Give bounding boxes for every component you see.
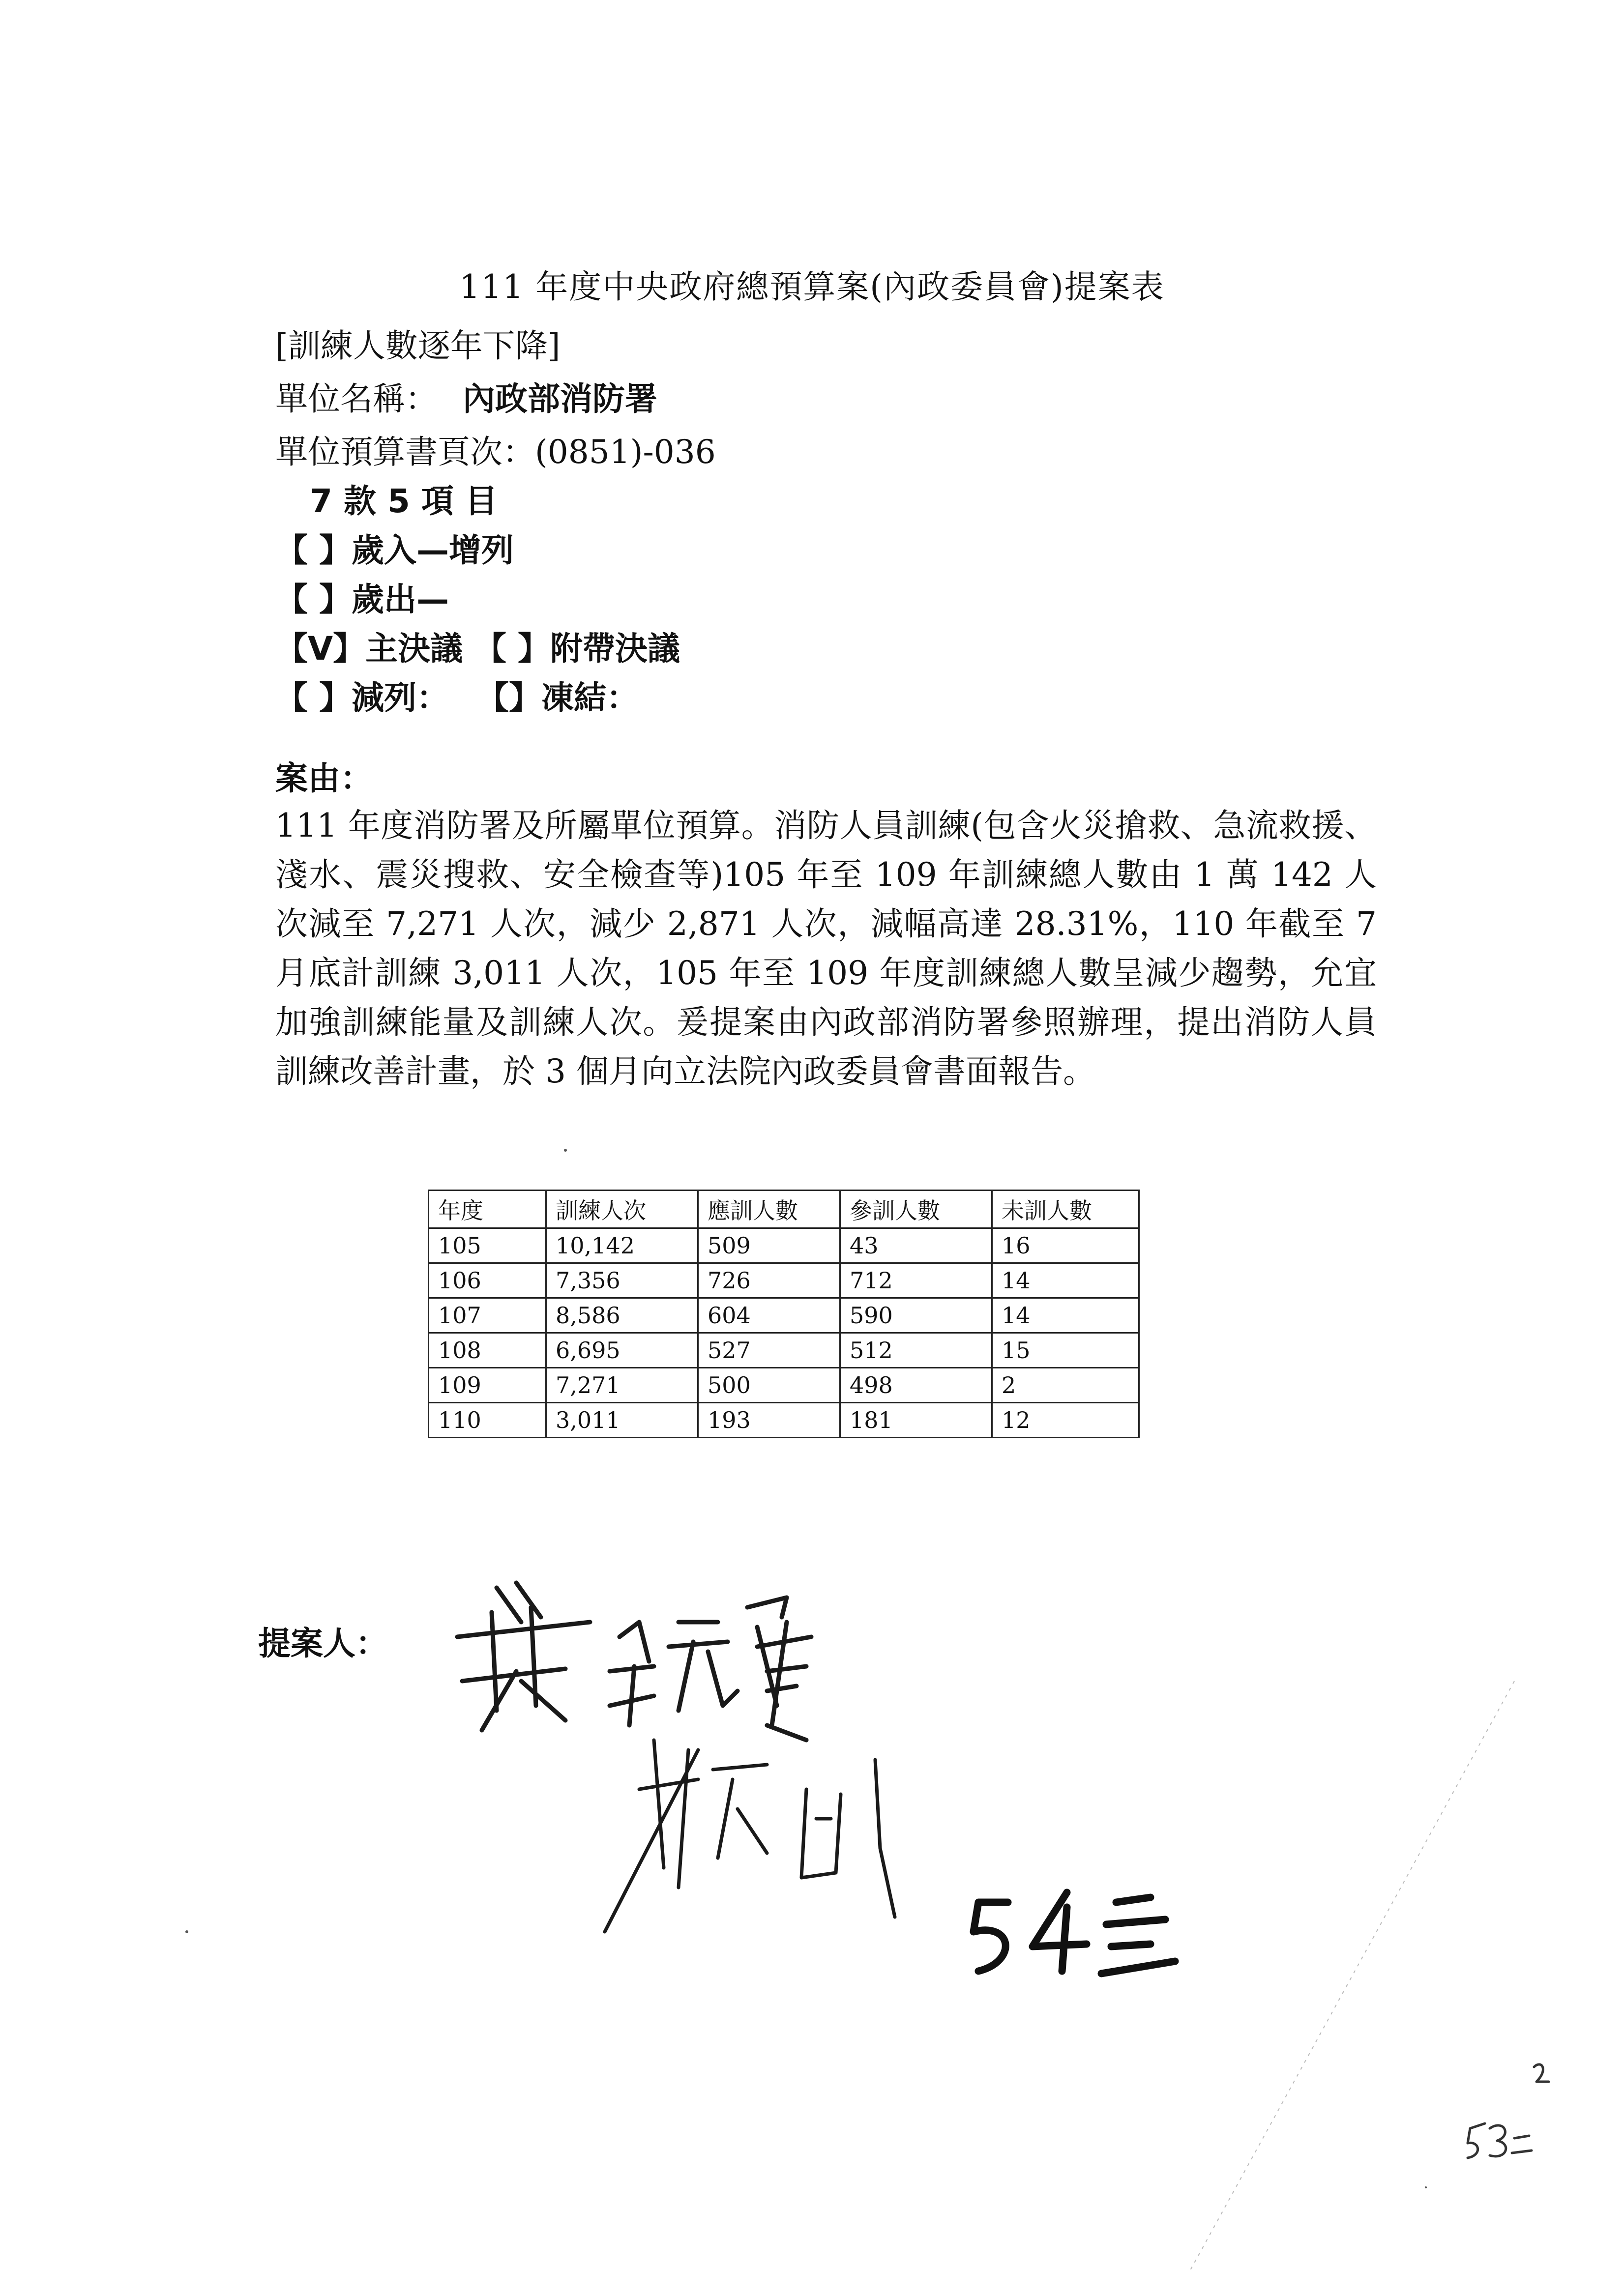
table-cell: 3,011 bbox=[546, 1403, 698, 1438]
table-cell: 15 bbox=[992, 1333, 1139, 1368]
number-annotation-corner bbox=[1468, 2064, 1549, 2158]
table-cell: 181 bbox=[840, 1403, 992, 1438]
table-cell: 7,271 bbox=[546, 1368, 698, 1403]
table-cell: 7,356 bbox=[546, 1263, 698, 1298]
table-cell: 498 bbox=[840, 1368, 992, 1403]
col-header-training-count: 訓練人次 bbox=[546, 1191, 698, 1228]
table-cell: 193 bbox=[698, 1403, 840, 1438]
table-cell: 8,586 bbox=[546, 1298, 698, 1333]
table-cell: 712 bbox=[840, 1263, 992, 1298]
table-cell: 604 bbox=[698, 1298, 840, 1333]
table-cell: 10,142 bbox=[546, 1228, 698, 1263]
table-cell: 105 bbox=[429, 1228, 546, 1263]
revenue-checkbox-line: 【 】歲入—增列 bbox=[275, 531, 514, 569]
table-cell: 107 bbox=[429, 1298, 546, 1333]
table-cell: 108 bbox=[429, 1333, 546, 1368]
signature-1 bbox=[457, 1583, 811, 1740]
proposer-label: 提案人： bbox=[258, 1625, 388, 1662]
budget-item: 7 款 5 項 目 bbox=[310, 482, 498, 520]
table-cell: 14 bbox=[992, 1298, 1139, 1333]
table-cell: 43 bbox=[840, 1228, 992, 1263]
budget-page-ref: 單位預算書頁次：(0851)-036 bbox=[275, 433, 716, 471]
table-cell: 12 bbox=[992, 1403, 1139, 1438]
col-header-not-trained: 未訓人數 bbox=[992, 1191, 1139, 1228]
col-header-required: 應訓人數 bbox=[698, 1191, 840, 1228]
col-header-year: 年度 bbox=[429, 1191, 546, 1228]
number-annotation-main bbox=[974, 1892, 1175, 1974]
table-cell: 500 bbox=[698, 1368, 840, 1403]
resolution-checkbox-line: 【V】主決議 【 】附帶決議 bbox=[275, 630, 680, 668]
table-cell: 512 bbox=[840, 1333, 992, 1368]
table-cell: 16 bbox=[992, 1228, 1139, 1263]
table-cell: 14 bbox=[992, 1263, 1139, 1298]
unit-name-label: 單位名稱： bbox=[275, 380, 438, 418]
table-cell: 590 bbox=[840, 1298, 992, 1333]
table-cell: 110 bbox=[429, 1403, 546, 1438]
expense-checkbox-line: 【 】歲出— bbox=[275, 581, 449, 618]
reason-label: 案由： bbox=[275, 759, 373, 797]
page-title: 111 年度中央政府總預算案(內政委員會)提案表 bbox=[459, 268, 1165, 306]
signature-2 bbox=[605, 1740, 895, 1932]
table-cell: 106 bbox=[429, 1263, 546, 1298]
col-header-attended: 參訓人數 bbox=[840, 1191, 992, 1228]
reason-text: 111 年度消防署及所屬單位預算。消防人員訓練(包含火災搶救、急流救援、淺水、震災搜救、安全檢查等)105 年至 109 年訓練總人數由 1 萬 142 人次減至 7,271 人次，減少 2,871 人次，減幅高達 28.31%，110 年截至 7 月底計訓練 3,011 人次，105 年至 109 年度訓練總人數呈減少趨勢，允宜加強訓練能量及訓練人次。爰提案由內政部消防署參照辦理，提出消防人員訓練改善計畫，於 3 個月向立法院內政委員會書面報告。 bbox=[275, 807, 1377, 1090]
reduce-freeze-line: 【 】減列： 【】凍結： bbox=[275, 679, 639, 717]
scan-fold-line bbox=[1190, 1681, 1514, 2271]
table-cell: 527 bbox=[698, 1333, 840, 1368]
table-cell: 509 bbox=[698, 1228, 840, 1263]
unit-name-value: 內政部消防署 bbox=[462, 380, 657, 418]
table-cell: 726 bbox=[698, 1263, 840, 1298]
table-cell: 109 bbox=[429, 1368, 546, 1403]
table-cell: 6,695 bbox=[546, 1333, 698, 1368]
table-cell: 2 bbox=[992, 1368, 1139, 1403]
proposal-tag: [訓練人數逐年下降] bbox=[275, 327, 561, 365]
